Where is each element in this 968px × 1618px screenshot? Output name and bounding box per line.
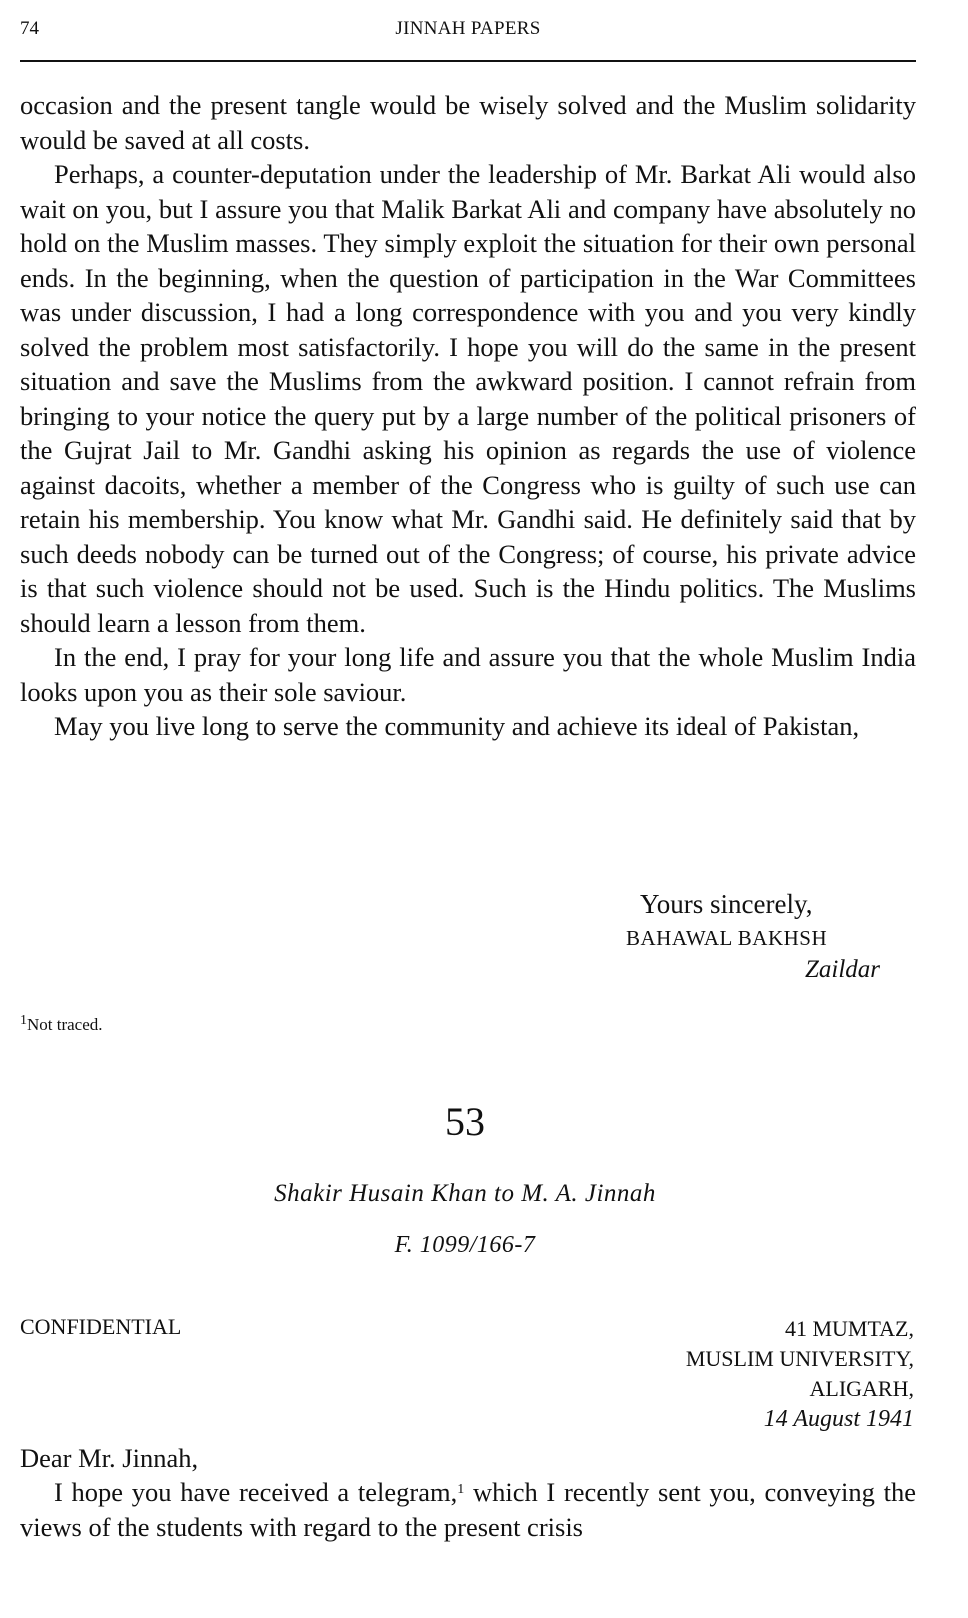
paragraph-telegram bbox=[20, 1475, 916, 1544]
footnote bbox=[20, 1015, 103, 1035]
document-number: 53 bbox=[445, 1099, 485, 1144]
address-line: 41 MUMTAZ, bbox=[784, 1316, 914, 1341]
paragraph-start: I hope you have received a telegram, bbox=[54, 1477, 458, 1507]
letter-52-body bbox=[20, 88, 916, 744]
page-number: 74 bbox=[20, 18, 39, 39]
paragraph-closing-prayer: In the end, I pray for your long life and assure you that the whole Muslim India looks upon you as their sole saviour. bbox=[20, 642, 916, 707]
file-reference: F. 1099/166-7 bbox=[394, 1232, 536, 1258]
paragraph-continuation: occasion and the present tangle would be wisely solved and the Muslim solidarity would be saved at all costs. bbox=[20, 90, 916, 155]
classification-label: CONFIDENTIAL bbox=[20, 1314, 182, 1339]
footnote-text: Not traced. bbox=[27, 1015, 103, 1034]
document-title: Shakir Husain Khan to M. A. Jinnah bbox=[274, 1180, 656, 1207]
address-line: MUSLIM UNIVERSITY, bbox=[685, 1346, 914, 1371]
paragraph-pakistan-wish: May you live long to serve the community and achieve its ideal of Pakistan, bbox=[54, 711, 860, 741]
letter-date: 14 August 1941 bbox=[763, 1406, 914, 1432]
salutation: Dear Mr. Jinnah, bbox=[20, 1443, 199, 1473]
signatory-title: Zaildar bbox=[804, 956, 880, 983]
paragraph-rest: which I recently sent you, conveying the views of the students with regard to the present crisis bbox=[20, 1477, 916, 1542]
sender-address bbox=[686, 1314, 914, 1434]
running-title: JINNAH PAPERS bbox=[395, 18, 541, 39]
signature-closing: Yours sincerely, bbox=[640, 889, 813, 919]
address-line: ALIGARH, bbox=[809, 1376, 914, 1401]
page-header bbox=[20, 18, 916, 48]
letter-53-body bbox=[20, 1475, 916, 1544]
paragraph-counter-deputation: Perhaps, a counter-deputation under the leadership of Mr. Barkat Ali would also wait on you, but I assure you that Malik Barkat Ali and company have absolutely no hold on the Muslim masses. They simply exploit the situation for their own personal ends. In the beginning, when the question of participation in the War Committees was under discussion, I had a long correspondence with you and you very kindly solved the problem most satisfactorily. I hope you will do the same in the present situation and save the Muslims from the awkward position. I cannot refrain from bringing to your notice the query put by a large number of the political prisoners of the Gujrat Jail to Mr. Gandhi asking his opinion as regards the use of violence against dacoits, whether a member of the Congress who is guilty of such use can retain his membership. You know what Mr. Gandhi said. He definitely said that by such deeds nobody can be turned out of the Congress; of course, his private advice is that such violence should not be used. Such is the Hindu politics. The Muslims should learn a lesson from them. bbox=[20, 159, 916, 638]
footnote-marker: 1 bbox=[457, 1482, 465, 1497]
footnote-marker: 1 bbox=[20, 1013, 27, 1028]
signatory-name: BAHAWAL BAKHSH bbox=[626, 926, 828, 950]
header-rule bbox=[20, 60, 916, 62]
